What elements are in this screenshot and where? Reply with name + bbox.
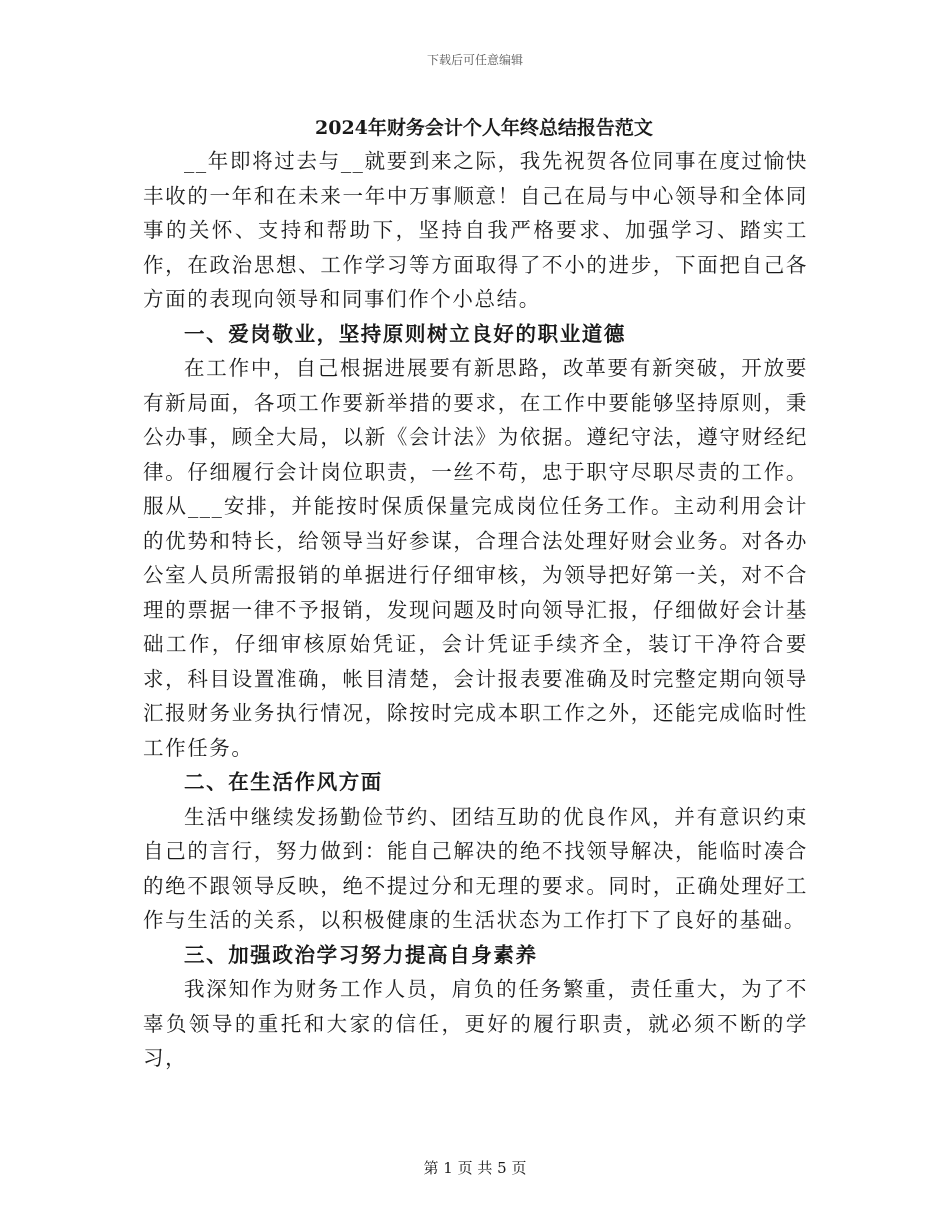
section-heading-2: 二、在生活作风方面 <box>184 770 383 794</box>
document-body <box>143 112 808 1076</box>
page-number: 第 1 页 共 5 页 <box>423 1159 527 1177</box>
intro-paragraph: __年即将过去与__就要到来之际，我先祝贺各位同事在度过愉快丰收的一年和在未来一年中万事顺意！自己在局与中心领导和全体同事的关怀、支持和帮助下，坚持自我严格要求、加强学习、踏实工作，在政治思想、工作学习等方面取得了不小的进步，下面把自己各方面的表现向领导和同事们作个小总结。 <box>143 149 808 311</box>
section-body-1: 在工作中，自己根据进展要有新思路，改革要有新突破，开放要有新局面，各项工作要新举措的要求，在工作中要能够坚持原则，秉公办事，顾全大局，以新《会计法》为依据。遵纪守法，遵守财经纪律。仔细履行会计岗位职责，一丝不苟，忠于职守尽职尽责的工作。服从___安排，并能按时保质保量完成岗位任务工作。主动利用会计的优势和特长，给领导当好参谋，合理合法处理好财会业务。对各办公室人员所需报销的单据进行仔细审核，为领导把好第一关，对不合理的票据一律不予报销，发现问题及时向领导汇报，仔细做好会计基础工作，仔细审核原始凭证，会计凭证手续齐全，装订干净符合要求，科目设置准确，帐目清楚，会计报表要准确及时完整定期向领导汇报财务业务执行情况，除按时完成本职工作之外，还能完成临时性工作任务。 <box>143 356 808 760</box>
section-heading-1: 一、爱岗敬业，坚持原则树立良好的职业道德 <box>184 321 626 346</box>
section-body-2: 生活中继续发扬勤俭节约、团结互助的优良作风，并有意识约束自己的言行，努力做到：能自己解决的绝不找领导解决，能临时凑合的绝不跟领导反映，绝不提过分和无理的要求。同时，正确处理好工作与生活的关系，以积极健康的生活状态为工作打下了良好的基础。 <box>143 804 808 932</box>
section-heading-3: 三、加强政治学习努力提高自身素养 <box>184 942 538 967</box>
page-header: 下载后可任意编辑 <box>426 53 523 67</box>
section-body-3: 我深知作为财务工作人员，肩负的任务繁重，责任重大，为了不辜负领导的重托和大家的信任，更好的履行职责，就必须不断的学习， <box>143 977 808 1070</box>
document-title: 2024年财务会计个人年终总结报告范文 <box>315 117 653 139</box>
